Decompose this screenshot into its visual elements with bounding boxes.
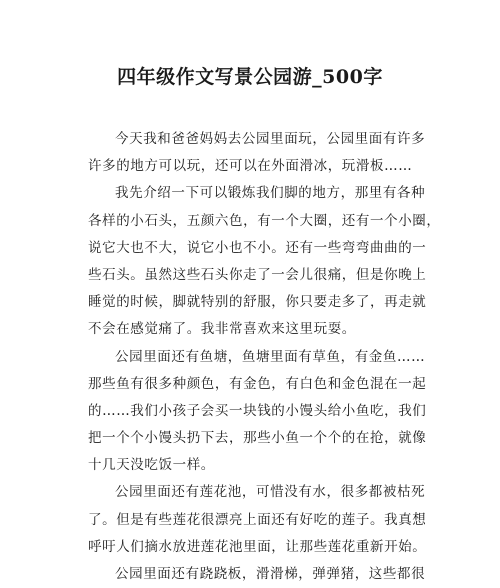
text-line: 那些鱼有很多种颜色，有金色，有白色和金色混在一起	[88, 375, 427, 392]
text-line: 各样的小石头，五颜六色，有一个大圈，还有一个小圈，	[88, 212, 441, 229]
text-line: 不会在感觉痛了。我非常喜欢来这里玩耍。	[88, 321, 356, 338]
text-line: 许多的地方可以玩，还可以在外面滑冰，玩滑板……	[88, 158, 413, 175]
text-line: 十几天没吃饭一样。	[88, 457, 215, 474]
text-line: 了。但是有些莲花很漂亮上面还有好吃的莲子。我真想	[88, 511, 427, 528]
text-line: 的……我们小孩子会买一块钱的小馒头给小鱼吃，我们	[88, 402, 427, 419]
document-body	[88, 126, 441, 588]
text-line: 些石头。虽然这些石头你走了一会儿很痛，但是你晚上	[88, 266, 427, 283]
text-line: 公园里面还有跷跷板，滑滑梯，弹弹猪，这些都很	[115, 566, 426, 582]
text-line: 说它大也不大，说它小也不小。还有一些弯弯曲曲的一	[88, 239, 427, 256]
text-line: 公园里面还有鱼塘，鱼塘里面有草鱼，有金鱼……	[115, 348, 426, 365]
text-line: 把一个个小馒头扔下去，那些小鱼一个个的在抢，就像	[88, 430, 427, 447]
text-line: 睡觉的时候，脚就特别的舒服，你只要走多了，再走就	[88, 294, 427, 311]
text-line: 我先介绍一下可以锻炼我们脚的地方，那里有各种	[115, 185, 426, 202]
document-title: 四年级作文写景公园游_500字	[117, 66, 383, 88]
text-line: 公园里面还有莲花池，可惜没有水，很多都被枯死	[115, 484, 426, 501]
text-line: 今天我和爸爸妈妈去公园里面玩，公园里面有许多	[115, 131, 426, 147]
text-line: 呼吁人们摘水放进莲花池里面，让那些莲花重新开始。	[88, 538, 427, 555]
